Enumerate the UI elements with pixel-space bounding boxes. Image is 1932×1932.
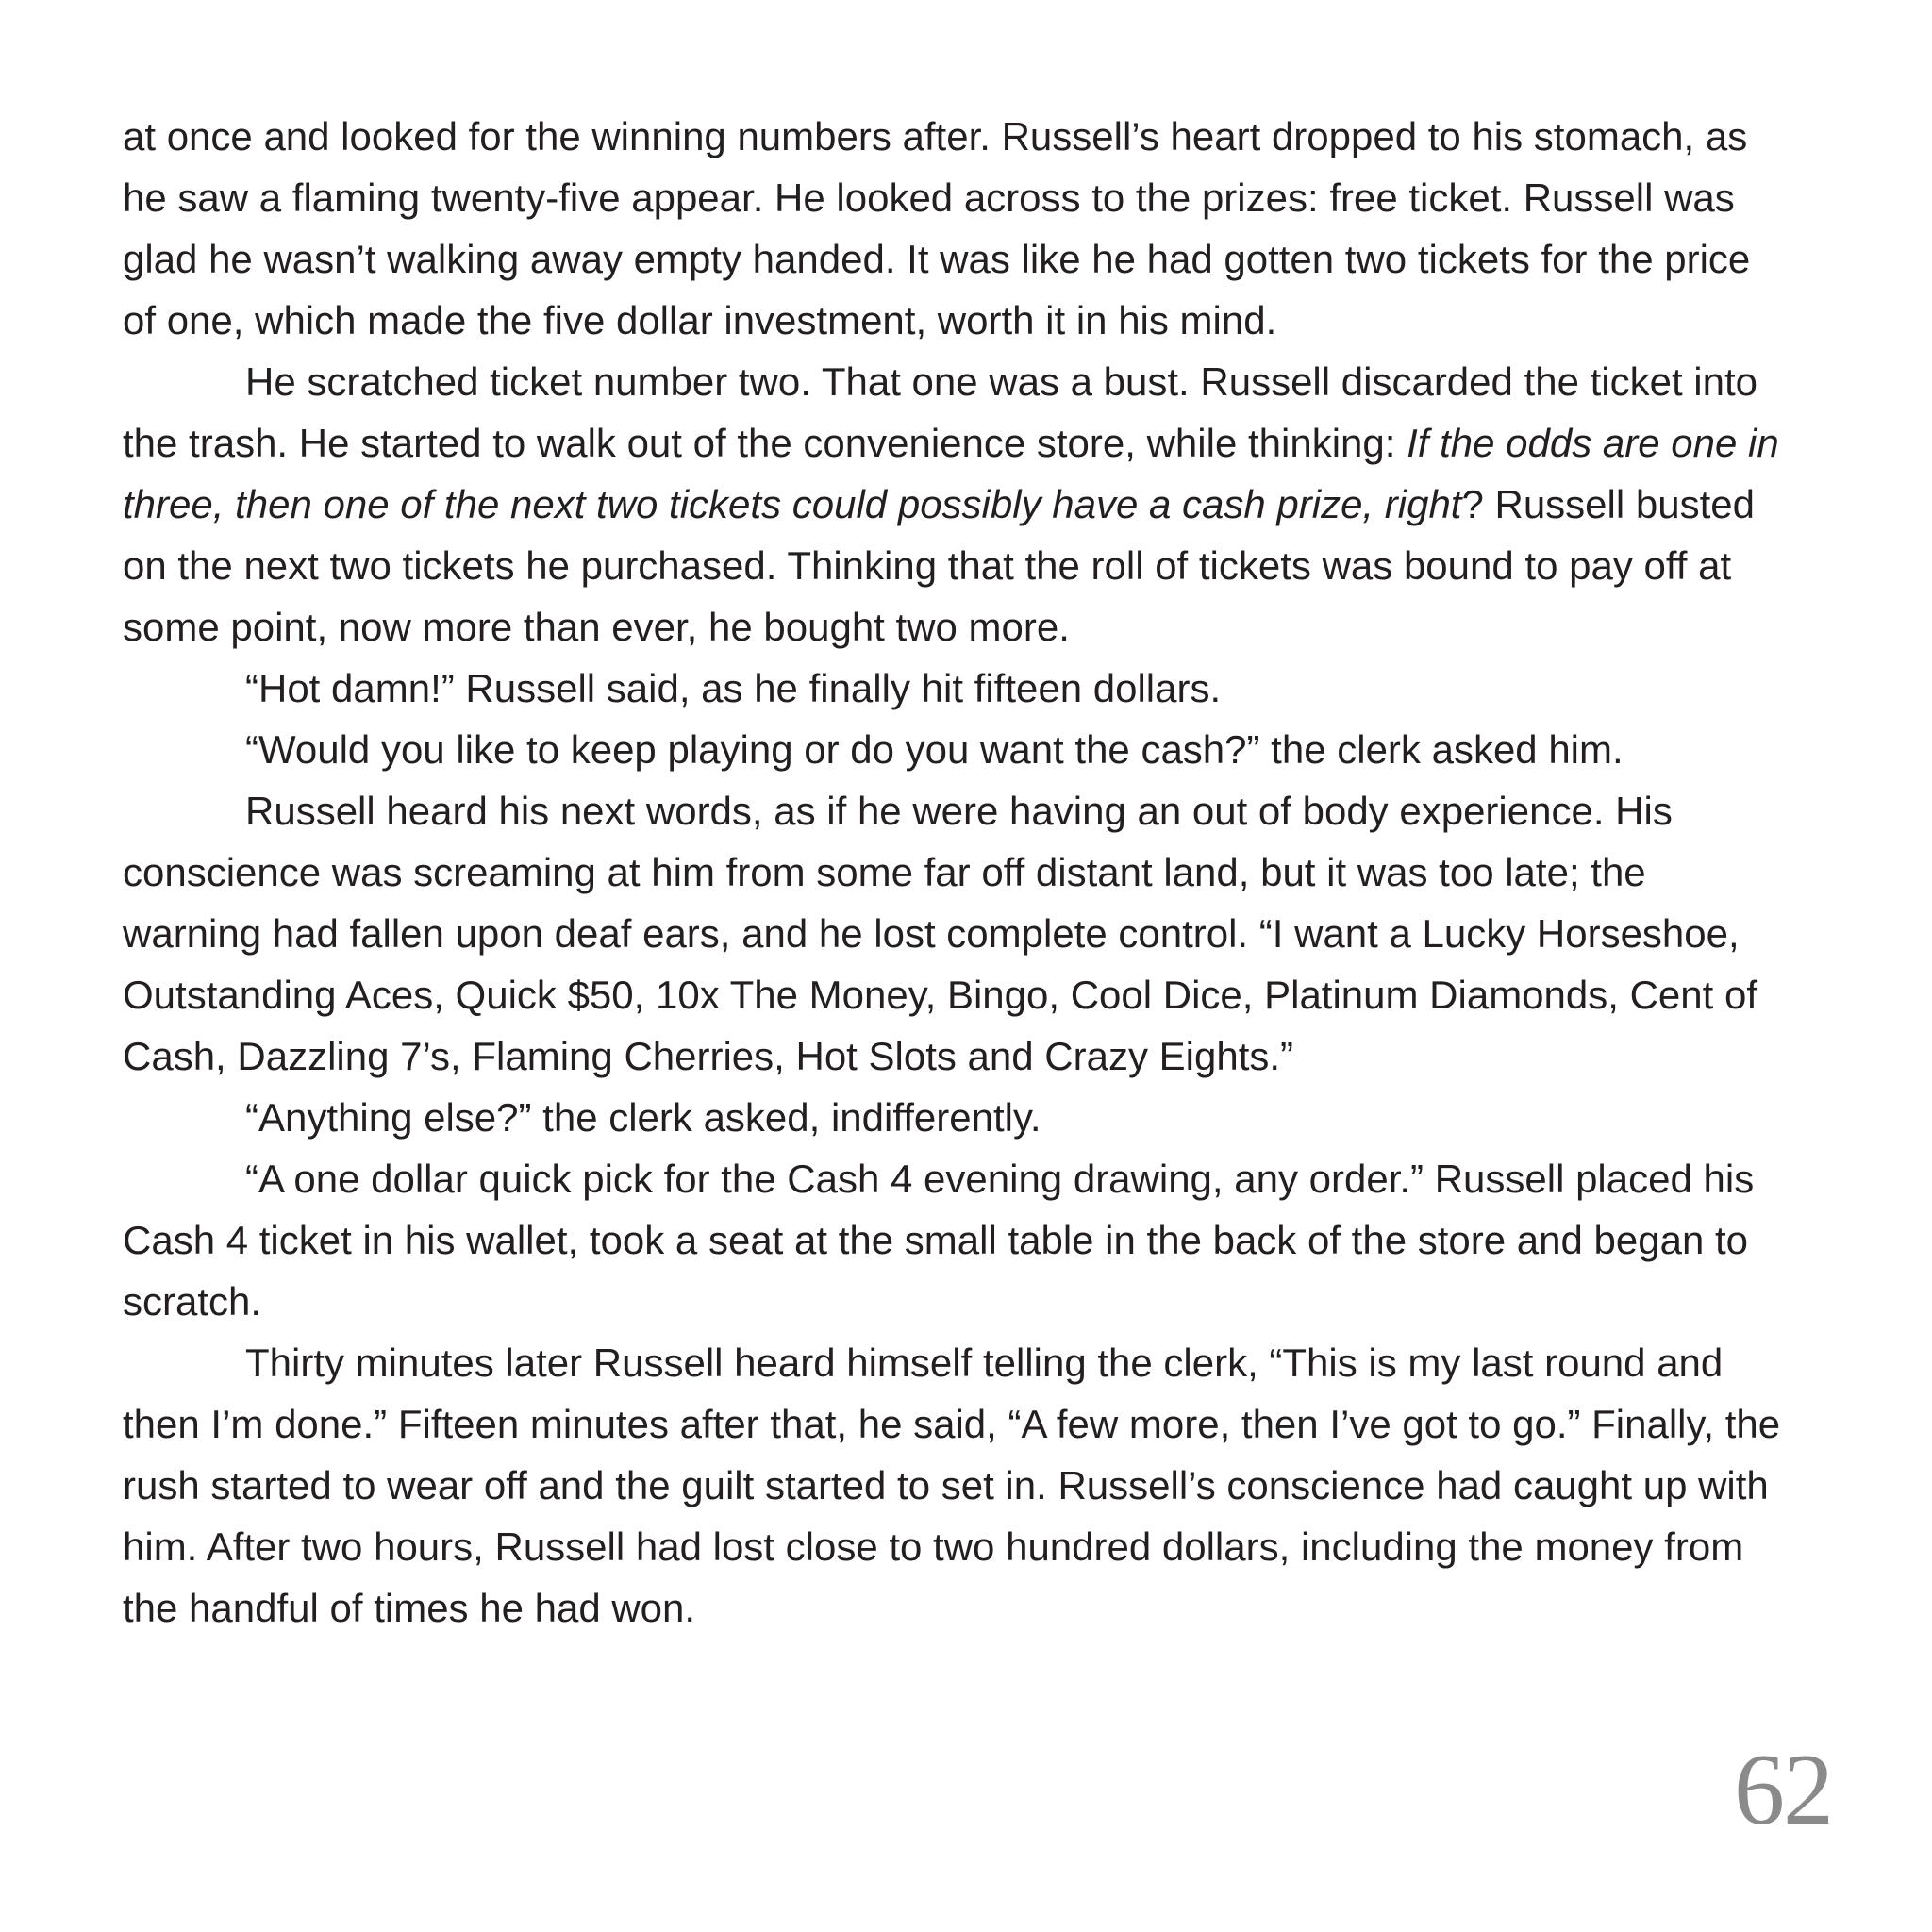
text-line: Outstanding Aces, Quick $50, 10x The Money, Bingo, Cool Dice, Platinum Diamonds, Cent of <box>123 973 1758 1017</box>
text-line: Cash, Dazzling 7’s, Flaming Cherries, Hot Slots and Crazy Eights.” <box>123 1034 1294 1078</box>
text-line: warning had fallen upon deaf ears, and he lost complete control. “I want a Lucky Horseshoe, <box>123 911 1740 956</box>
text-line: “A one dollar quick pick for the Cash 4 evening drawing, any order.” Russell placed his <box>245 1157 1755 1201</box>
text-line: on the next two tickets he purchased. Thinking that the roll of tickets was bound to pay off at <box>123 543 1732 588</box>
text-line: “Hot damn!” Russell said, as he finally hit fifteen dollars. <box>245 666 1222 710</box>
text-line: scratch. <box>123 1279 262 1324</box>
text-line: the handful of times he had won. <box>123 1586 696 1630</box>
italic-thought: three, then one of the next two tickets could possibly have a cash prize, right <box>123 482 1462 526</box>
text-line <box>123 412 1849 474</box>
text-run: ? Russell busted <box>1461 482 1755 526</box>
text-run: the trash. He started to walk out of the convenience store, while thinking: <box>123 421 1407 465</box>
body-text <box>123 106 1849 1639</box>
text-line: He scratched ticket number two. That one was a bust. Russell discarded the ticket into <box>245 359 1758 404</box>
text-line <box>123 474 1849 535</box>
text-line: Russell heard his next words, as if he were having an out of body experience. His <box>245 789 1673 833</box>
text-line: of one, which made the five dollar investment, worth it in his mind. <box>123 298 1277 342</box>
text-line: he saw a flaming twenty-five appear. He looked across to the prizes: free ticket. Russell was <box>123 175 1735 220</box>
text-line: him. After two hours, Russell had lost close to two hundred dollars, including the money from <box>123 1524 1744 1569</box>
text-line: conscience was screaming at him from some far off distant land, but it was too late; the <box>123 850 1646 894</box>
text-line: Thirty minutes later Russell heard himself telling the clerk, “This is my last round and <box>245 1341 1724 1385</box>
text-line: then I’m done.” Fifteen minutes after that, he said, “A few more, then I’ve got to go.” Finally, the <box>123 1402 1781 1446</box>
text-line: at once and looked for the winning numbers after. Russell’s heart dropped to his stomach, as <box>123 114 1748 158</box>
text-line: some point, now more than ever, he bought two more. <box>123 605 1070 649</box>
page-number: 62 <box>1734 1734 1832 1846</box>
text-line: “Anything else?” the clerk asked, indifferently. <box>245 1095 1041 1140</box>
text-line: “Would you like to keep playing or do you want the cash?” the clerk asked him. <box>245 727 1624 772</box>
italic-thought: If the odds are one in <box>1407 421 1779 465</box>
text-line: glad he wasn’t walking away empty handed. It was like he had gotten two tickets for the price <box>123 237 1751 281</box>
text-line: rush started to wear off and the guilt started to set in. Russell’s conscience had caught up with <box>123 1463 1769 1507</box>
text-line: Cash 4 ticket in his wallet, took a seat at the small table in the back of the store and began to <box>123 1218 1749 1262</box>
